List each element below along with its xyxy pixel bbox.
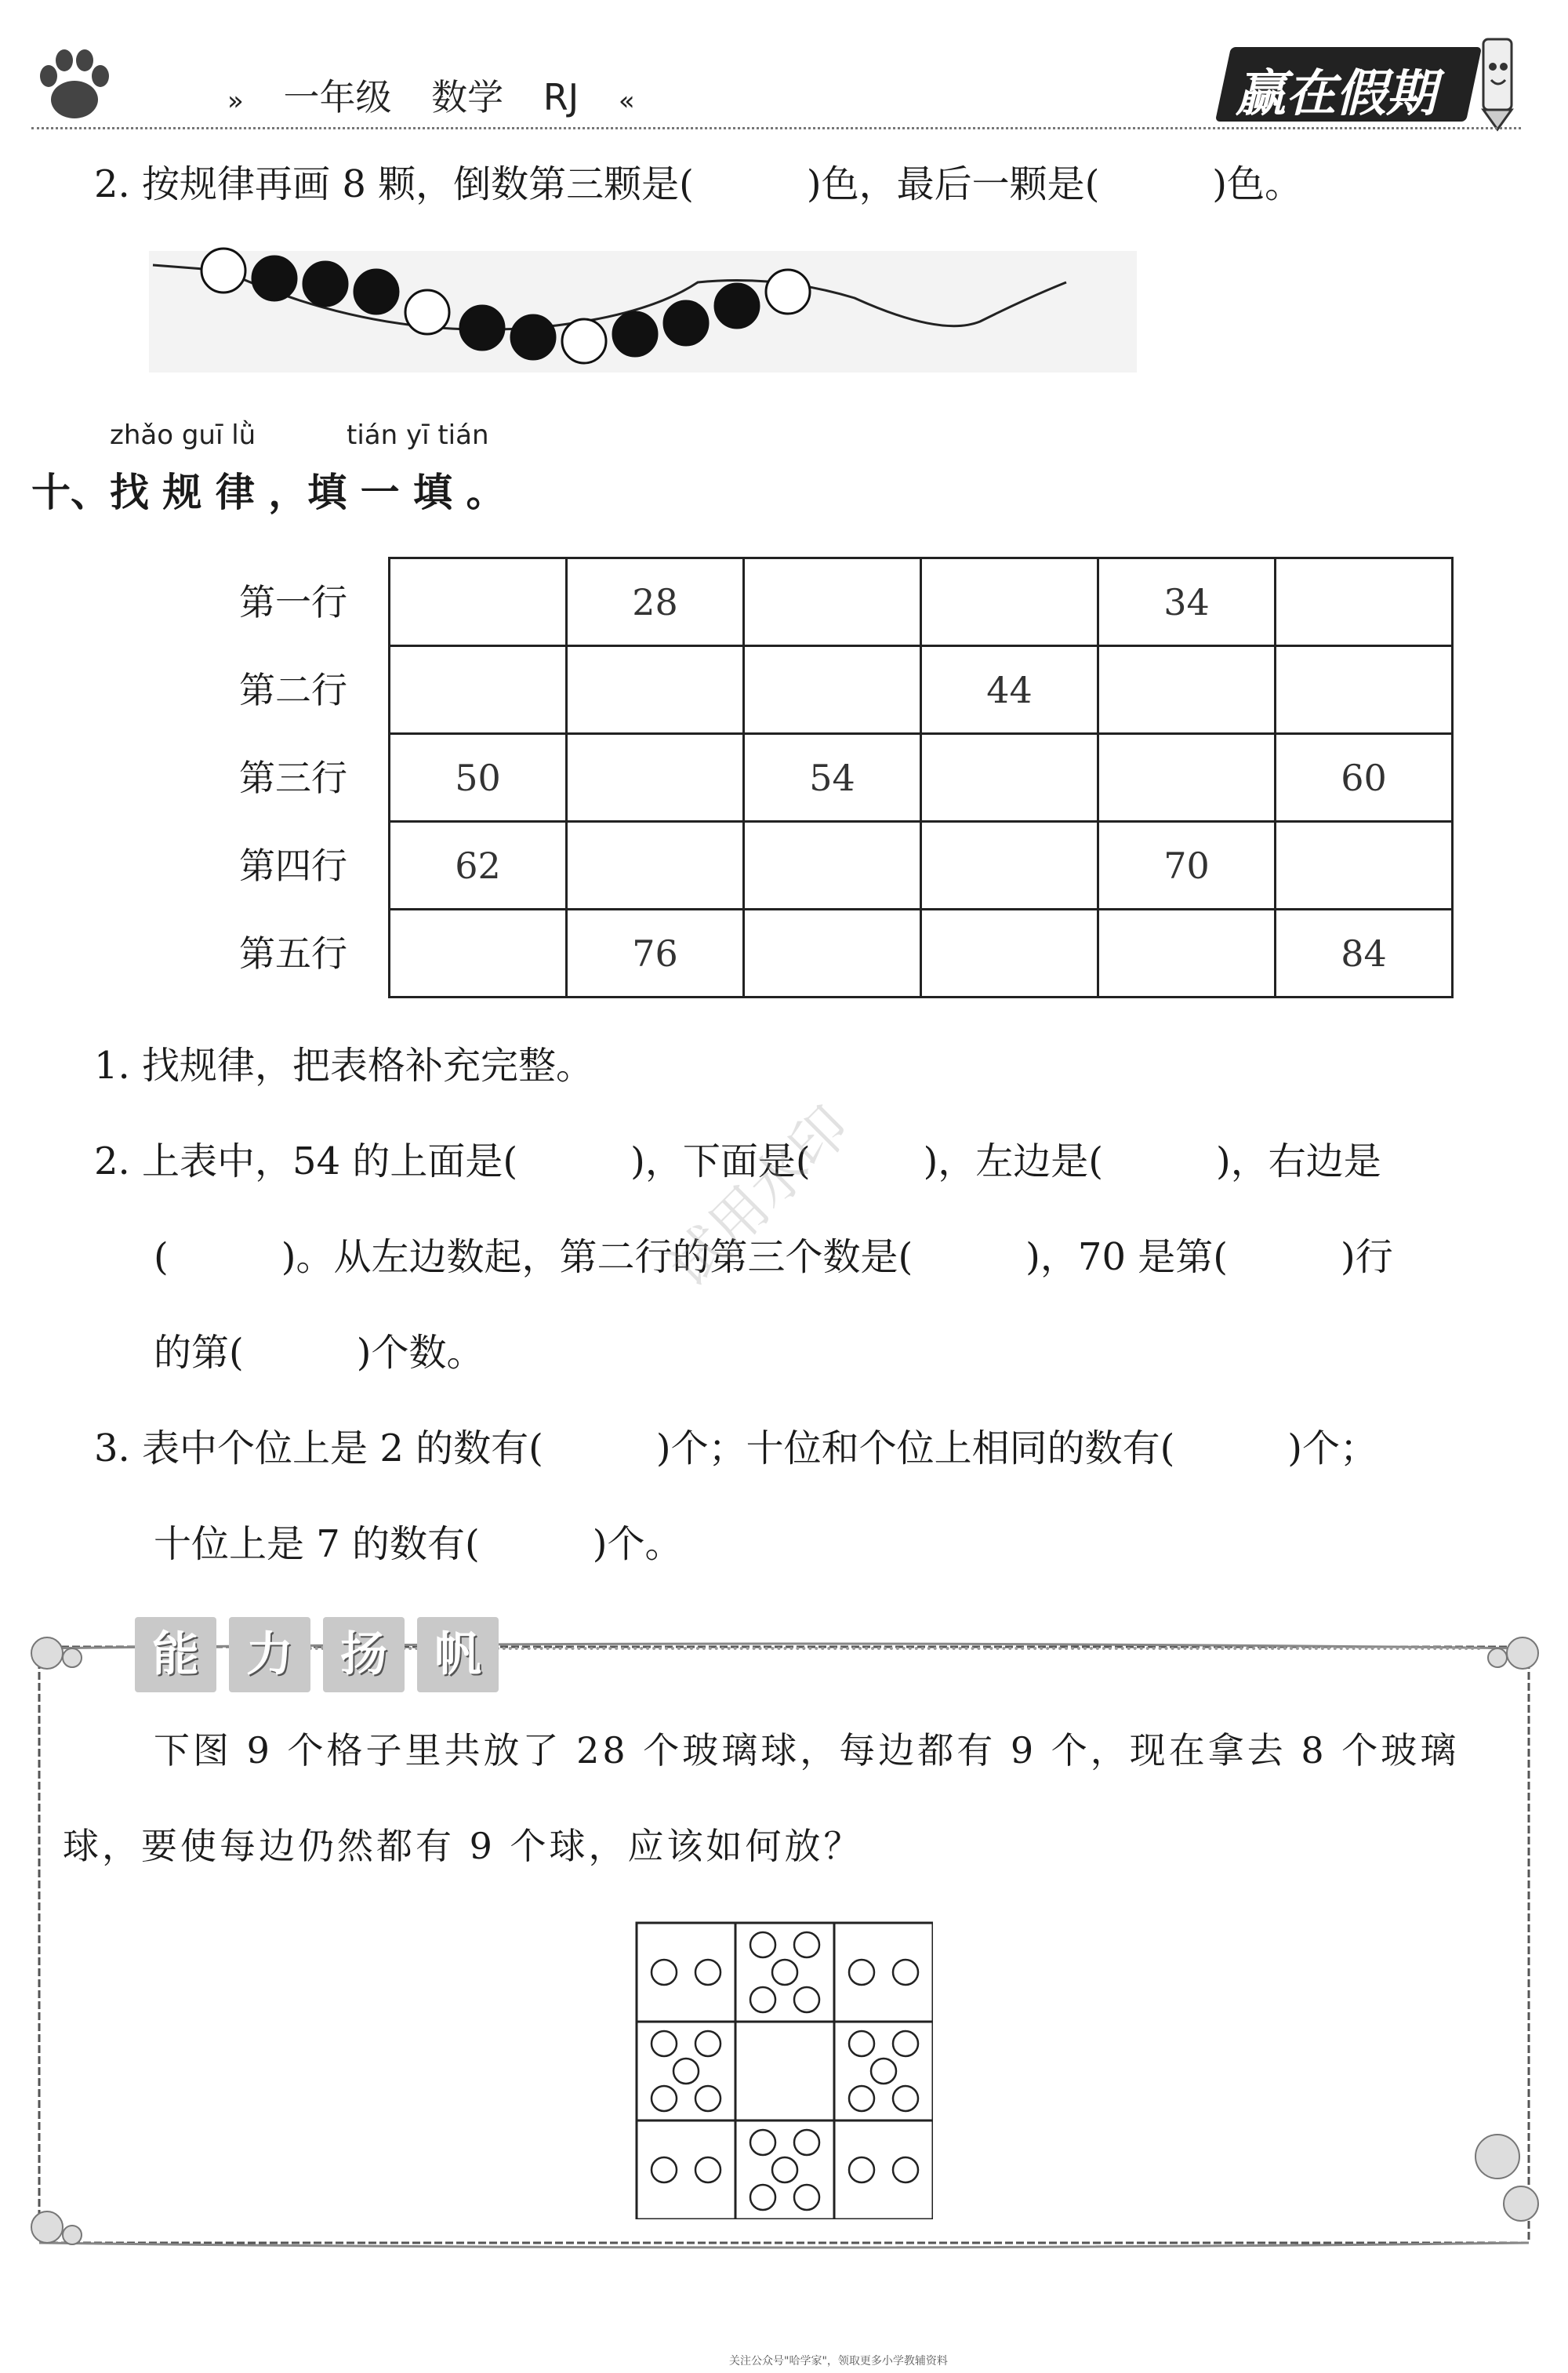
- row-label: 第二行: [239, 669, 347, 711]
- black-bead: [715, 284, 759, 328]
- glass-ball: [750, 1987, 775, 2012]
- white-bead: [201, 249, 245, 293]
- ability-line-2: 球，要使每边仍然都有 9 个球，应该如何放？: [63, 1825, 863, 1867]
- question-2-line-2: ( )。从左边数起，第二行的第三个数是( )，70 是第( )行: [154, 1235, 1393, 1279]
- table-cell[interactable]: [921, 822, 1098, 910]
- black-bead: [303, 262, 347, 306]
- question-2-line-3: 的第( )个数。: [154, 1331, 485, 1375]
- glass-ball: [695, 2086, 720, 2111]
- glass-ball: [893, 1960, 918, 1985]
- table-cell[interactable]: [921, 734, 1098, 822]
- white-bead: [405, 290, 449, 334]
- header-info: [227, 69, 663, 121]
- table-cell[interactable]: [390, 558, 567, 646]
- title-char: 力: [229, 1617, 310, 1692]
- table-cell[interactable]: [744, 646, 921, 734]
- glass-ball: [695, 1960, 720, 1985]
- table-cell[interactable]: [744, 910, 921, 998]
- table-cell[interactable]: 60: [1276, 734, 1453, 822]
- table-cell[interactable]: 76: [567, 910, 744, 998]
- table-cell[interactable]: [390, 910, 567, 998]
- grid-cell: [735, 2022, 834, 2120]
- pinyin-2: tián yī tián: [347, 420, 489, 451]
- white-bead: [766, 270, 810, 314]
- question-3-line-2: 十位上是 7 的数有( )个。: [154, 1522, 683, 1566]
- glass-ball: [794, 1932, 819, 1957]
- glass-ball: [893, 2157, 918, 2182]
- glass-ball: [673, 2059, 699, 2084]
- ability-title: [135, 1617, 511, 1692]
- table-row: [390, 734, 1453, 822]
- glass-ball: [750, 2185, 775, 2210]
- title-char: 扬: [323, 1617, 405, 1692]
- table-row: [390, 910, 1453, 998]
- table-cell[interactable]: [921, 910, 1098, 998]
- black-bead: [664, 301, 708, 345]
- black-bead: [511, 315, 555, 359]
- glass-ball: [652, 2031, 677, 2056]
- glass-ball: [772, 1960, 797, 1985]
- glass-ball: [772, 2157, 797, 2182]
- glass-ball: [652, 1960, 677, 1985]
- glass-ball: [893, 2031, 918, 2056]
- table-cell[interactable]: [567, 734, 744, 822]
- table-cell[interactable]: 34: [1098, 558, 1276, 646]
- table-cell[interactable]: 62: [390, 822, 567, 910]
- table-cell[interactable]: [744, 558, 921, 646]
- question-2-line-1: 2. 上表中，54 的上面是( )，下面是( )，左边是( )，右边是: [94, 1139, 1381, 1183]
- glass-ball: [794, 1987, 819, 2012]
- table-cell[interactable]: [567, 822, 744, 910]
- bead-question: 2. 按规律再画 8 颗，倒数第三颗是( )色，最后一颗是( )色。: [94, 162, 1303, 206]
- chevron-left-icon: «: [618, 85, 635, 117]
- pinyin-1: zhǎo guī lǜ: [110, 420, 256, 451]
- black-bead: [613, 312, 657, 356]
- watermark: 试用水印: [655, 1093, 862, 1300]
- glass-ball: [849, 2031, 874, 2056]
- table-cell[interactable]: 44: [921, 646, 1098, 734]
- glass-ball: [750, 2130, 775, 2155]
- glass-ball: [652, 2086, 677, 2111]
- glass-ball: [849, 1960, 874, 1985]
- table-cell[interactable]: [1098, 734, 1276, 822]
- grade-label: 一年级: [283, 76, 392, 118]
- table-row: [390, 646, 1453, 734]
- glass-ball: [750, 1932, 775, 1957]
- white-bead: [562, 319, 606, 363]
- table-row: [390, 822, 1453, 910]
- brand-text: 赢在假期: [1236, 65, 1436, 123]
- black-bead: [354, 270, 398, 314]
- table-cell[interactable]: [1276, 646, 1453, 734]
- table-cell[interactable]: [1276, 822, 1453, 910]
- pencil-mascot-icon: [1472, 31, 1527, 133]
- table-cell[interactable]: [1098, 646, 1276, 734]
- table-cell[interactable]: [390, 646, 567, 734]
- glass-ball: [849, 2157, 874, 2182]
- subject-label: 数学: [431, 76, 504, 118]
- edition-label: RJ: [543, 76, 579, 118]
- table-cell[interactable]: [567, 646, 744, 734]
- paw-logo-icon: [31, 43, 118, 129]
- table-row: [390, 558, 1453, 646]
- glass-ball: [794, 2130, 819, 2155]
- chevron-right-icon: »: [227, 85, 244, 117]
- footnote: 关注公众号"哈学家"，领取更多小学教辅资料: [729, 2355, 948, 2368]
- table-cell[interactable]: 28: [567, 558, 744, 646]
- glass-ball: [695, 2157, 720, 2182]
- brand-logo: [1223, 31, 1529, 133]
- ability-line-1: 下图 9 个格子里共放了 28 个玻璃球，每边都有 9 个，现在拿去 8 个玻璃: [154, 1729, 1460, 1772]
- section-title: 十、找 规 律 ，填 一 填 。: [31, 470, 506, 515]
- number-table: [388, 557, 1454, 998]
- table-cell[interactable]: 54: [744, 734, 921, 822]
- bead-string: [149, 235, 1137, 376]
- glass-ball: [794, 2185, 819, 2210]
- glass-ball: [871, 2059, 896, 2084]
- glass-ball: [695, 2031, 720, 2056]
- question-3-line-1: 3. 表中个位上是 2 的数有( )个；十位和个位上相同的数有( )个；: [94, 1426, 1378, 1470]
- glass-ball: [652, 2157, 677, 2182]
- black-bead: [252, 256, 296, 300]
- row-label: 第四行: [239, 845, 347, 887]
- table-cell[interactable]: 70: [1098, 822, 1276, 910]
- glass-ball: [893, 2086, 918, 2111]
- black-bead: [460, 306, 504, 350]
- question-1: 1. 找规律，把表格补充完整。: [94, 1044, 594, 1088]
- row-label: 第一行: [239, 581, 347, 623]
- table-cell[interactable]: 84: [1276, 910, 1453, 998]
- table-cell[interactable]: [744, 822, 921, 910]
- title-char: 能: [135, 1617, 216, 1692]
- title-char: 帆: [417, 1617, 499, 1692]
- ball-grid: [635, 1921, 933, 2219]
- table-cell[interactable]: [921, 558, 1098, 646]
- table-cell[interactable]: [1276, 558, 1453, 646]
- glass-ball: [849, 2086, 874, 2111]
- row-label: 第五行: [239, 932, 347, 975]
- table-cell[interactable]: [1098, 910, 1276, 998]
- header-divider: [31, 127, 1521, 129]
- table-cell[interactable]: 50: [390, 734, 567, 822]
- row-label: 第三行: [239, 757, 347, 799]
